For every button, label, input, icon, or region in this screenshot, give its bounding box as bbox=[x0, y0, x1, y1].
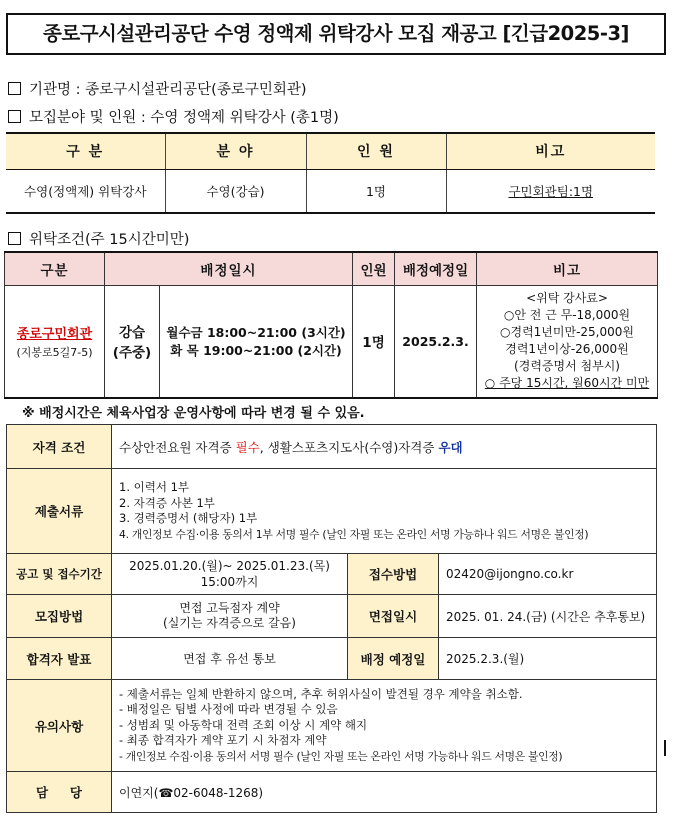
t1-header-field: 분 야 bbox=[165, 133, 306, 169]
t1-cell-field: 수영(강습) bbox=[165, 169, 306, 213]
period-deadline: 15:00까지 bbox=[200, 575, 259, 589]
t1-cell-remark: 구민회관팀:1명 bbox=[446, 169, 655, 213]
recruit-method-line: 면접 고득점자 계약 bbox=[179, 601, 280, 615]
recruit-method-value bbox=[112, 595, 348, 638]
recruit-method-label: 모집방법 bbox=[7, 595, 112, 638]
qualification-value bbox=[112, 425, 657, 469]
t2-remark-cell bbox=[477, 285, 658, 398]
contact-label: 담 당 bbox=[7, 772, 112, 813]
time-slot-1: 월수금 18:00~21:00 (3시간) bbox=[166, 325, 346, 341]
t1-cell-count: 1명 bbox=[306, 169, 446, 213]
checkbox-square-icon bbox=[8, 82, 21, 95]
t2-lesson-cell bbox=[105, 285, 160, 398]
qual-required: 필수 bbox=[235, 439, 260, 455]
assign-date-label: 배정 예정일 bbox=[348, 638, 439, 680]
note-item: - 성범죄 및 아동학대 전력 조회 이상 시 계약 해지 bbox=[119, 717, 368, 732]
t2-header-date: 배정예정일 bbox=[395, 252, 477, 285]
method-label: 접수방법 bbox=[348, 554, 439, 595]
note-item: - 개인정보 수집·이용 동의서 서명 필수 (날인 자필 또는 온라인 서명 가능하나 워드 서명은 불인정) bbox=[119, 749, 563, 763]
notes-list bbox=[112, 680, 657, 772]
t2-header-count: 인원 bbox=[353, 252, 395, 285]
schedule-notice: ※ 배정시간은 체육사업장 운영사항에 따라 변경 될 수 있음. bbox=[22, 406, 365, 421]
contact-value: 이연지(☎02-6048-1268) bbox=[112, 772, 657, 813]
page-title: 종로구시설관리공단 수영 정액제 위탁강사 모집 재공고 [긴급2025-3] bbox=[6, 13, 666, 55]
method-value: 02420@ijongno.co.kr bbox=[439, 554, 657, 595]
t2-header-remark: 비고 bbox=[477, 252, 658, 285]
t2-time-cell bbox=[160, 285, 353, 398]
assignment-table bbox=[4, 251, 658, 399]
document-item: 1. 이력서 1부 bbox=[119, 480, 190, 494]
document-item: 4. 개인정보 수집·이용 동의서 1부 서명 필수 (날인 자필 또는 온라인 서명 가능하나 워드 서명은 불인정) bbox=[119, 527, 589, 541]
institution-line bbox=[8, 78, 307, 99]
note-item: - 최종 합격자가 계약 포기 시 차점자 계약 bbox=[119, 733, 327, 748]
assign-date-value: 2025.2.3.(월) bbox=[439, 638, 657, 680]
t2-header-category: 구분 bbox=[5, 252, 105, 285]
result-value: 면접 후 유선 통보 bbox=[112, 638, 348, 680]
t2-place-cell bbox=[5, 285, 105, 398]
remark-line: ○경력1년미만-25,000원 bbox=[500, 325, 634, 340]
conditions-line bbox=[8, 228, 189, 249]
documents-list bbox=[112, 469, 657, 554]
t2-date-cell: 2025.2.3. bbox=[395, 285, 477, 398]
qual-text-a: 수상안전요원 자격증 bbox=[119, 439, 236, 455]
period-label: 공고 및 접수기간 bbox=[7, 554, 112, 595]
interview-value: 2025. 01. 24.(금) (시간은 추후통보) bbox=[439, 595, 657, 638]
qual-text-b: , 생활스포츠지도사(수영)자격증 bbox=[259, 439, 439, 455]
document-item: 3. 경력증명서 (해당자) 1부 bbox=[119, 511, 258, 525]
document-item: 2. 자격증 사본 1부 bbox=[119, 495, 215, 510]
notes-label: 유의사항 bbox=[7, 680, 112, 772]
place-name: 종로구민회관 bbox=[16, 326, 93, 342]
interview-label: 면접일시 bbox=[348, 595, 439, 638]
checkbox-square-icon bbox=[8, 232, 21, 245]
t1-header-remark: 비고 bbox=[446, 133, 655, 169]
t2-count-cell: 1명 bbox=[353, 285, 395, 398]
recruit-line bbox=[8, 106, 339, 127]
remark-line: ○ 주당 15시간, 월60시간 미만 bbox=[484, 376, 650, 391]
note-item: - 제출서류는 일체 반환하지 않으며, 추후 허위사실이 발견될 경우 계약을 취소함. bbox=[119, 686, 523, 701]
qualification-label: 자격 조건 bbox=[7, 425, 112, 469]
institution-text: 기관명 : 종로구시설관리공단(종로구민회관) bbox=[29, 82, 307, 98]
lesson-sub: (주중) bbox=[112, 345, 152, 362]
remark-line: (경력증명서 첨부시) bbox=[514, 359, 620, 374]
remark-line: <위탁 강사료> bbox=[526, 291, 608, 306]
note-item: - 배정일은 팀별 사정에 따라 변경될 수 있음 bbox=[119, 702, 338, 717]
details-table bbox=[6, 424, 657, 813]
qual-preferred: 우대 bbox=[438, 439, 463, 455]
remark-line: 경력1년이상-26,000원 bbox=[505, 342, 629, 357]
period-value bbox=[112, 554, 348, 595]
checkbox-square-icon bbox=[8, 110, 21, 123]
result-label: 합격자 발표 bbox=[7, 638, 112, 680]
documents-label: 제출서류 bbox=[7, 469, 112, 554]
t1-header-category: 구 분 bbox=[6, 133, 165, 169]
t1-cell-category: 수영(정액제) 위탁강사 bbox=[6, 169, 165, 213]
recruit-text: 모집분야 및 인원 : 수영 정액제 위탁강사 (총1명) bbox=[29, 110, 339, 126]
period-dates: 2025.01.20.(월)~ 2025.01.23.(목) bbox=[129, 559, 330, 573]
remark-line: ○안 전 근 무-18,000원 bbox=[503, 308, 631, 323]
recruit-summary-table bbox=[6, 132, 655, 214]
t2-header-schedule: 배정일시 bbox=[105, 252, 353, 285]
place-address: (지봉로5길7-5) bbox=[16, 345, 93, 359]
lesson-type: 강습 bbox=[118, 325, 146, 342]
conditions-text: 위탁조건(주 15시간미만) bbox=[29, 232, 190, 248]
text-cursor bbox=[664, 740, 666, 756]
t1-header-count: 인 원 bbox=[306, 133, 446, 169]
time-slot-2: 화 목 19:00~21:00 (2시간) bbox=[170, 343, 342, 359]
recruit-method-line: (실기는 자격증으로 갈음) bbox=[163, 616, 296, 630]
